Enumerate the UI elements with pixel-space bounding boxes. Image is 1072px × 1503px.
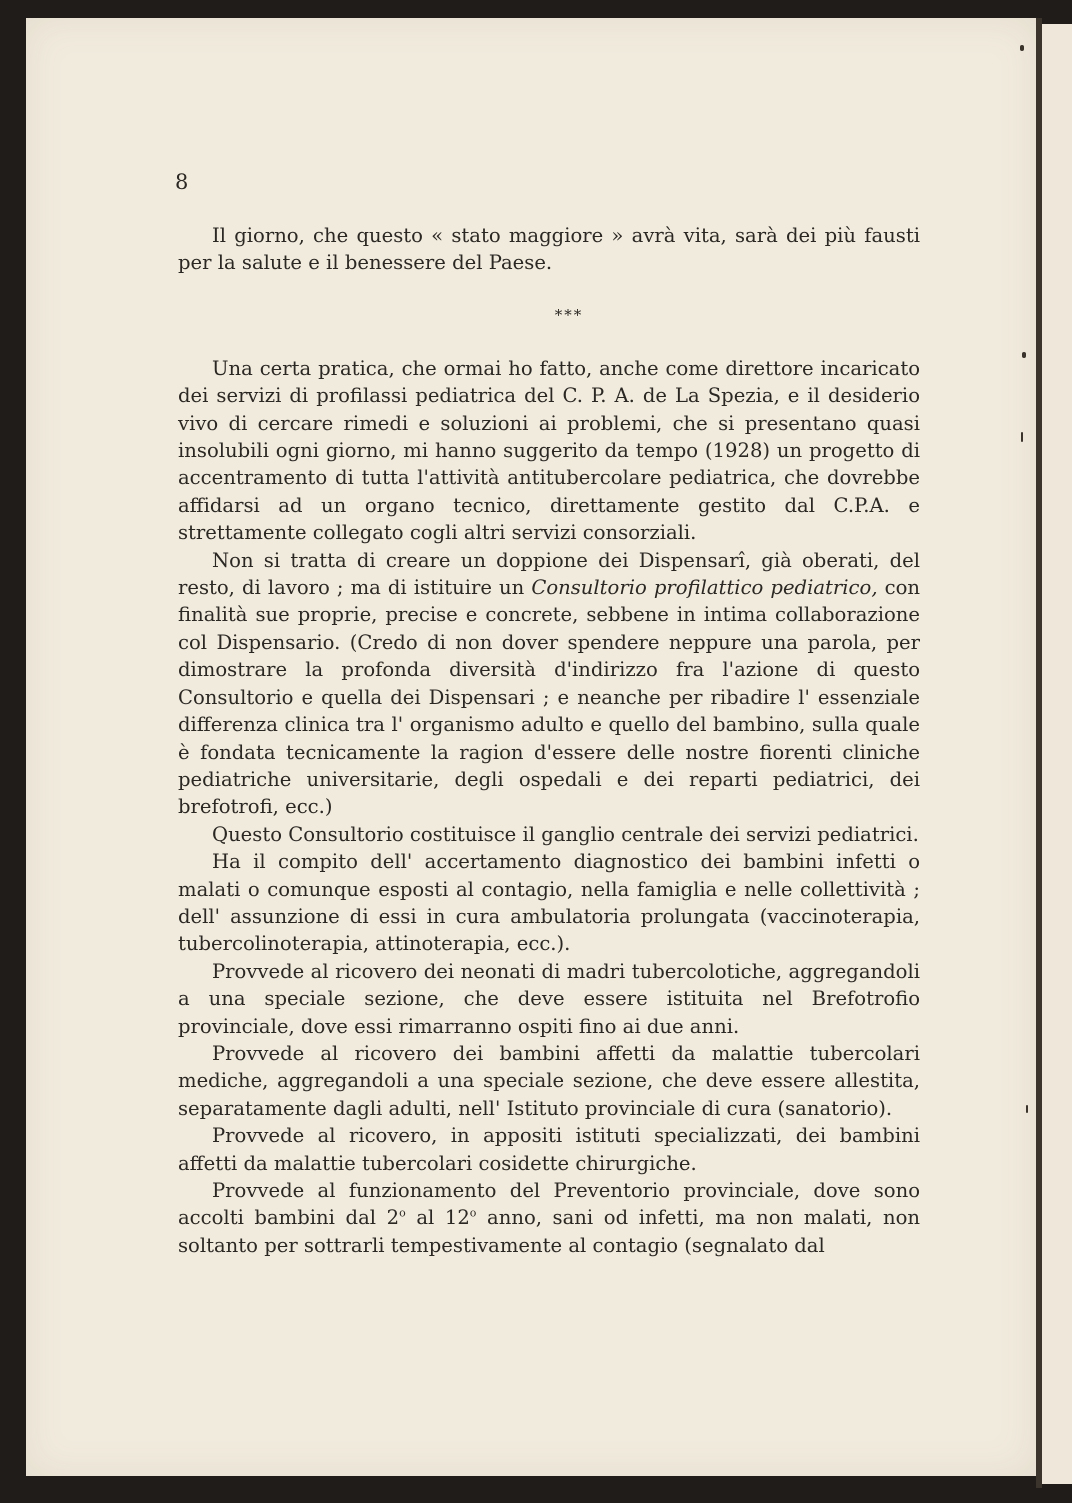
paragraph-9-text: Provvede al funzionamento del Preventorio provinciale, dove sono accolti bambini dal 2: [178, 1179, 920, 1230]
paragraph-6: Provvede al ricovero dei neonati di madri tubercolotiche, aggregandoli a una speciale sezione, che deve essere istituita nel Brefotrofio provinciale, dove essi rimarranno ospiti fino ai due anni.: [178, 959, 920, 1038]
speck-mark: [1021, 432, 1023, 442]
speck-mark: [1020, 45, 1024, 51]
paragraph-9-text: al 12: [405, 1206, 470, 1230]
paragraph-9: [178, 1177, 920, 1259]
paragraph-3: [178, 547, 920, 821]
paragraph-3-text: Non si tratta di creare un doppione dei Dispensarî, già oberati, del resto, di lavoro ; ma di istituire un: [178, 548, 920, 600]
paragraph-5: Ha il compito dell' accertamento diagnostico dei bambini infetti o malati o comunque esposti al contagio, nella famiglia e nelle collettività ; dell' assunzione di essi in cura ambulatoria prolungata (vaccinoterapia, tubercolinoterapia, attinoterapia, ecc.).: [178, 850, 920, 956]
book-gutter: [1036, 18, 1042, 1488]
paragraph-1: Il giorno, che questo « stato maggiore » avrà vita, sarà dei più fausti per la salute e il benessere del Paese.: [178, 224, 920, 275]
paragraph-8: Provvede al ricovero, in appositi istituti specializzati, dei bambini affetti da malattie tubercolari cosidette chirurgiche.: [178, 1124, 920, 1175]
ordinal-marker: o: [399, 1206, 406, 1220]
paragraph-9-text: anno, sani od infetti, ma non malati, non soltanto per sottrarli tempestivamente al contagio (segnalato dal: [178, 1206, 920, 1257]
adjacent-page-edge: [1040, 24, 1072, 1484]
speck-mark: [1026, 1105, 1028, 1113]
body-text: [178, 222, 920, 1259]
paragraph-7: Provvede al ricovero dei bambini affetti da malattie tubercolari mediche, aggregandoli a una speciale sezione, che deve essere allestita, separatamente dagli adulti, nell' Istituto provinciale di cura (sanatorio).: [178, 1041, 920, 1120]
paragraph-3-text-continued: con finalità sue proprie, precise e concrete, sebbene in intima collaborazione col Dispensario. (Credo di non dover spendere neppure una parola, per dimostrare la profonda diversità d'indirizzo fra l'azione di questo Consultorio e quella dei Dispensari ; e neanche per ribadire l' essenziale differenza clinica tra l' organismo adulto e quello del bambino, sulla quale è fondata tecnicamente la ragion d'essere delle nostre fiorenti cliniche pediatriche universitarie, degli ospedali e dei reparti pediatrici, dei brefotrofi, ecc.): [178, 576, 921, 819]
ordinal-marker: o: [469, 1206, 477, 1220]
paragraph-2: Una certa pratica, che ormai ho fatto, anche come direttore incaricato dei servizi di profilassi pediatrica del C. P. A. de La Spezia, e il desiderio vivo di cercare rimedi e soluzioni ai problemi, che si presentano quasi insolubili ogni giorno, mi hanno suggerito da tempo (1928) un progetto di accentramento di tutta l'attività antitubercolare pediatrica, che dovrebbe affidarsi ad un organo tecnico, direttamente gestito dal C.P.A. e strettamente collegato cogli altri servizi consorziali.: [178, 356, 920, 545]
page-number: 8: [175, 170, 189, 194]
paragraph-3-italic: Consultorio profilattico pediatrico,: [531, 576, 878, 600]
speck-mark: [1022, 352, 1026, 358]
paragraph-4: Questo Consultorio costituisce il ganglio centrale dei servizi pediatrici.: [212, 822, 919, 846]
section-break-asterisks: ***: [554, 305, 584, 324]
